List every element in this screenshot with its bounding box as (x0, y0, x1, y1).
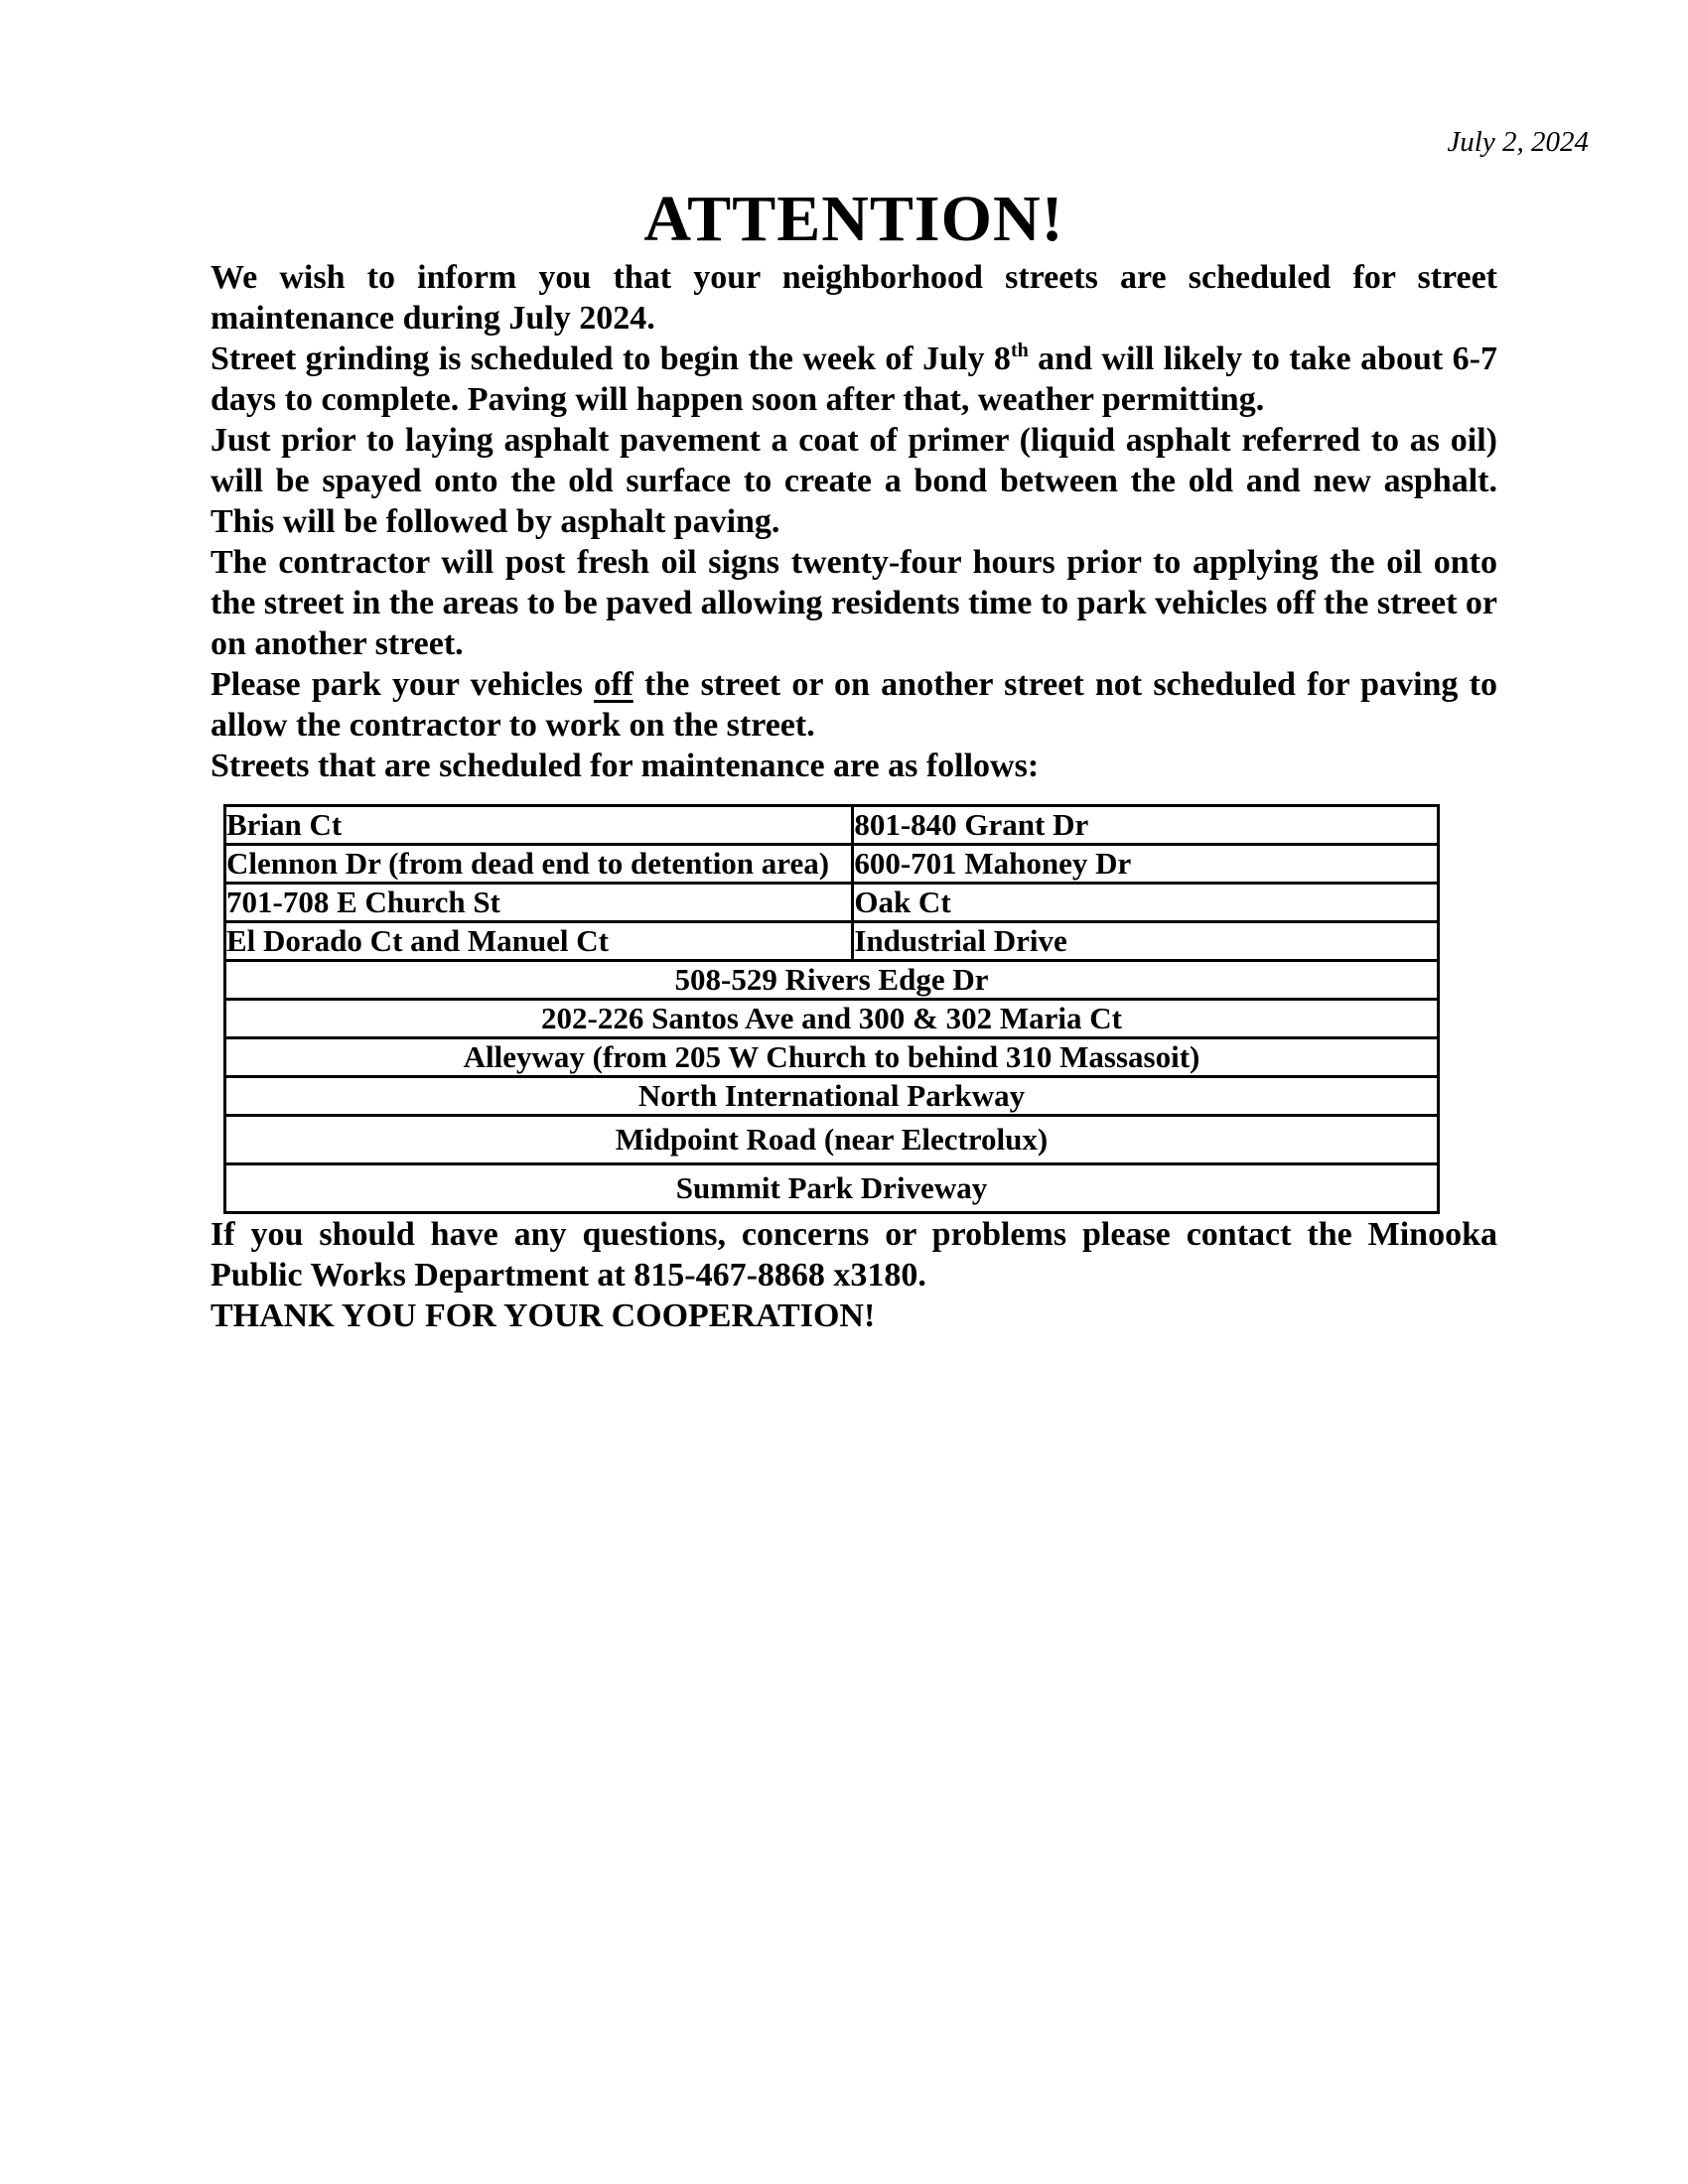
superscript-th: th (1010, 340, 1029, 361)
street-cell-full: Alleyway (from 205 W Church to behind 310 Massasoit) (225, 1038, 1439, 1077)
table-row (225, 845, 1439, 884)
street-cell-full: 508-529 Rivers Edge Dr (225, 961, 1439, 1000)
paragraph-grinding-text-after: and will likely to take about 6-7 days to complete. Paving will happen soon after that, weather permitting. (211, 341, 1497, 418)
paragraph-grinding-text-before: Street grinding is scheduled to begin the week of July 8 (211, 341, 1011, 377)
streets-table (223, 804, 1440, 1214)
street-cell-full: Summit Park Driveway (225, 1164, 1439, 1213)
paragraph-contact: If you should have any questions, concerns or problems please contact the Minooka Public Works Department at 815-467-8868 x3180. (211, 1216, 1497, 1294)
table-row (225, 922, 1439, 961)
page-title: ATTENTION! (643, 183, 1064, 255)
underlined-word-off: off (594, 666, 633, 703)
street-cell: Oak Ct (853, 884, 1439, 922)
street-cell: El Dorado Ct and Manuel Ct (225, 922, 853, 961)
paragraph-parking (211, 664, 1497, 746)
street-cell-full: North International Parkway (225, 1077, 1439, 1116)
paragraph-contractor: The contractor will post fresh oil signs twenty-four hours prior to applying the oil onto the street in the areas to be paved allowing residents time to park vehicles off the street or on another street. (211, 544, 1497, 662)
street-cell-full: 202-226 Santos Ave and 300 & 302 Maria Ct (225, 1000, 1439, 1038)
paragraph-intro: We wish to inform you that your neighborhood streets are scheduled for street maintenance during July 2024. (211, 259, 1497, 337)
date-line: July 2, 2024 (1447, 126, 1589, 158)
paragraph-grinding (211, 339, 1497, 420)
table-row (225, 961, 1439, 1000)
table-intro-line: Streets that are scheduled for maintenance are as follows: (211, 748, 1040, 784)
street-cell: Brian Ct (225, 806, 853, 845)
paragraph-parking-text-after: the street or on another street not scheduled for paving to allow the contractor to work on the street. (211, 666, 1497, 744)
paragraph-primer: Just prior to laying asphalt pavement a coat of primer (liquid asphalt referred to as oil) will be spayed onto the old surface to create a bond between the old and new asphalt. This will be followed by asphalt paving. (211, 422, 1497, 540)
closing-line: THANK YOU FOR YOUR COOPERATION! (211, 1297, 876, 1334)
street-cell: Clennon Dr (from dead end to detention area) (225, 845, 853, 884)
table-row (225, 884, 1439, 922)
table-row (225, 806, 1439, 845)
table-row (225, 1116, 1439, 1164)
street-cell-full: Midpoint Road (near Electrolux) (225, 1116, 1439, 1164)
street-cell: Industrial Drive (853, 922, 1439, 961)
street-cell: 600-701 Mahoney Dr (853, 845, 1439, 884)
paragraph-parking-text-before: Please park your vehicles (211, 666, 595, 703)
table-row (225, 1164, 1439, 1213)
streets-table-body (225, 806, 1439, 1213)
table-row (225, 1000, 1439, 1038)
table-row (225, 1077, 1439, 1116)
table-row (225, 1038, 1439, 1077)
street-cell: 801-840 Grant Dr (853, 806, 1439, 845)
street-cell: 701-708 E Church St (225, 884, 853, 922)
